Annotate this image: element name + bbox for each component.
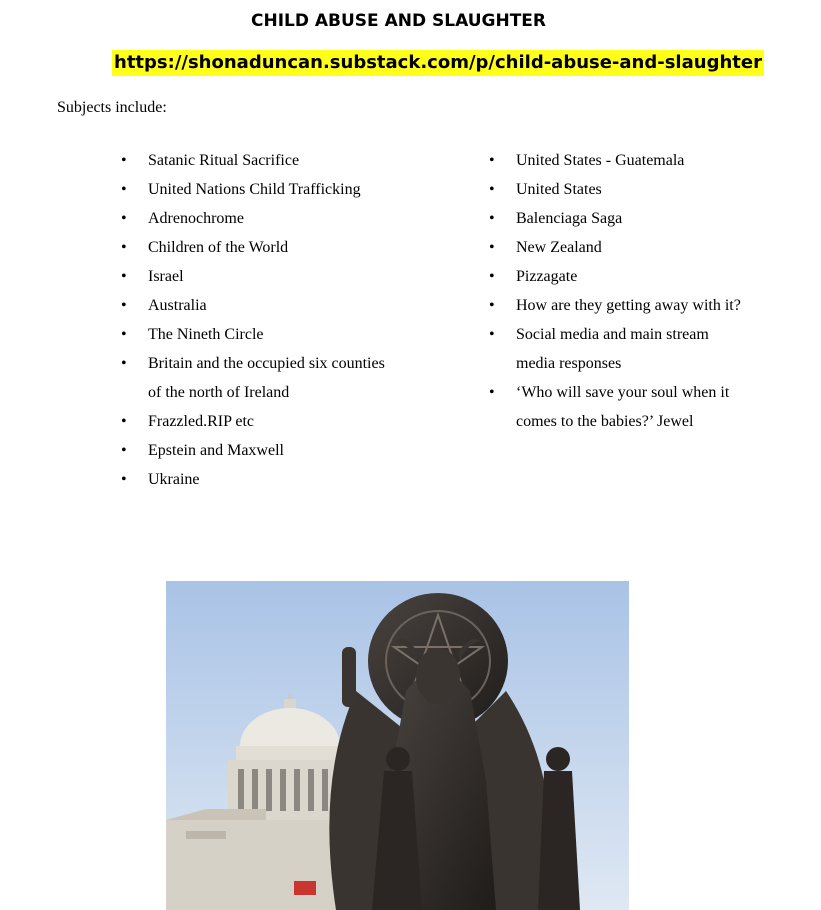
list-item: • Israel (121, 262, 391, 291)
list-item: • Britain and the occupied six counties of the north of Ireland (121, 349, 391, 407)
subjects-list-right (489, 146, 751, 436)
list-item: • Children of the World (121, 233, 391, 262)
list-item: • Social media and main stream media responses (489, 320, 751, 378)
subjects-list-left (121, 146, 391, 494)
list-item: • Australia (121, 291, 391, 320)
list-item: • United States - Guatemala (489, 146, 751, 175)
list-item: • Satanic Ritual Sacrifice (121, 146, 391, 175)
list-item: • United States (489, 175, 751, 204)
list-item: • Balenciaga Saga (489, 204, 751, 233)
list-item: • The Nineth Circle (121, 320, 391, 349)
list-item: • Adrenochrome (121, 204, 391, 233)
list-item: • ‘Who will save your soul when it comes to the babies?’ Jewel (489, 378, 751, 436)
list-item: • United Nations Child Trafficking (121, 175, 391, 204)
list-item: • Epstein and Maxwell (121, 436, 391, 465)
list-item: • New Zealand (489, 233, 751, 262)
list-item: • Pizzagate (489, 262, 751, 291)
statue-photo (166, 581, 629, 910)
document-title: CHILD ABUSE AND SLAUGHTER (251, 11, 546, 31)
article-link[interactable]: https://shonaduncan.substack.com/p/child-abuse-and-slaughter (112, 50, 764, 76)
list-item: • Ukraine (121, 465, 391, 494)
intro-text: Subjects include: (57, 99, 167, 116)
list-item: • How are they getting away with it? (489, 291, 751, 320)
list-item: • Frazzled.RIP etc (121, 407, 391, 436)
